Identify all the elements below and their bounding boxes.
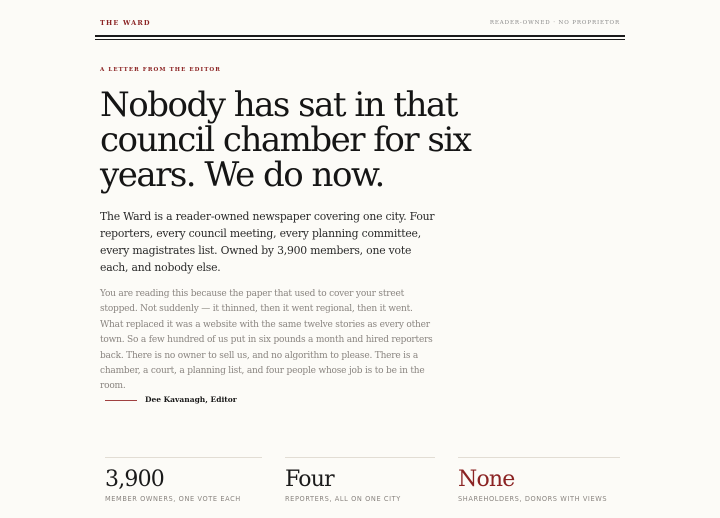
editor-signature: Dee Kavanagh, Editor bbox=[145, 395, 237, 404]
article-lede: The Ward is a reader-owned newspaper covering one city. Four reporters, every council meeting, every planning committee, every magistrates list. Owned by 3,900 members, one vote each, and nobody else. bbox=[100, 210, 435, 274]
article-headline: Nobody has sat in that council chamber for six years. We do now. bbox=[100, 85, 471, 195]
signature-rule bbox=[105, 400, 137, 401]
stat-divider bbox=[105, 457, 262, 458]
stat-value: 3,900 bbox=[105, 467, 164, 492]
stats-row bbox=[105, 457, 620, 517]
brand-name[interactable]: THE WARD bbox=[100, 19, 151, 27]
article-kicker: A LETTER FROM THE EDITOR bbox=[100, 67, 221, 73]
stat-shareholders bbox=[458, 457, 620, 517]
masthead bbox=[100, 19, 620, 33]
masthead-rule-thick bbox=[95, 35, 625, 37]
article-body: You are reading this because the paper that used to cover your street stopped. Not suddenly — it thinned, then it went regional, then it went. What replaced it was a website with the same twelve stories as every other town. So a few hundred of us put in six pounds a month and hired reporters back. There is no owner to sell us, and no algorithm to please. There is a chamber, a court, a planning list, and four people whose job is to be in the room. bbox=[100, 289, 433, 392]
stat-divider bbox=[458, 457, 620, 458]
stat-value: Four bbox=[285, 467, 334, 492]
stat-divider bbox=[285, 457, 435, 458]
stat-value: None bbox=[458, 467, 515, 492]
stat-members bbox=[105, 457, 262, 517]
stat-label: MEMBER OWNERS, ONE VOTE EACH bbox=[105, 495, 241, 503]
masthead-rule-thin bbox=[95, 39, 625, 40]
masthead-tagline: READER-OWNED · NO PROPRIETOR bbox=[489, 20, 620, 26]
stat-reporters bbox=[285, 457, 435, 517]
stat-label: REPORTERS, ALL ON ONE CITY bbox=[285, 495, 401, 503]
stat-label: SHAREHOLDERS, DONORS WITH VIEWS bbox=[458, 495, 608, 503]
